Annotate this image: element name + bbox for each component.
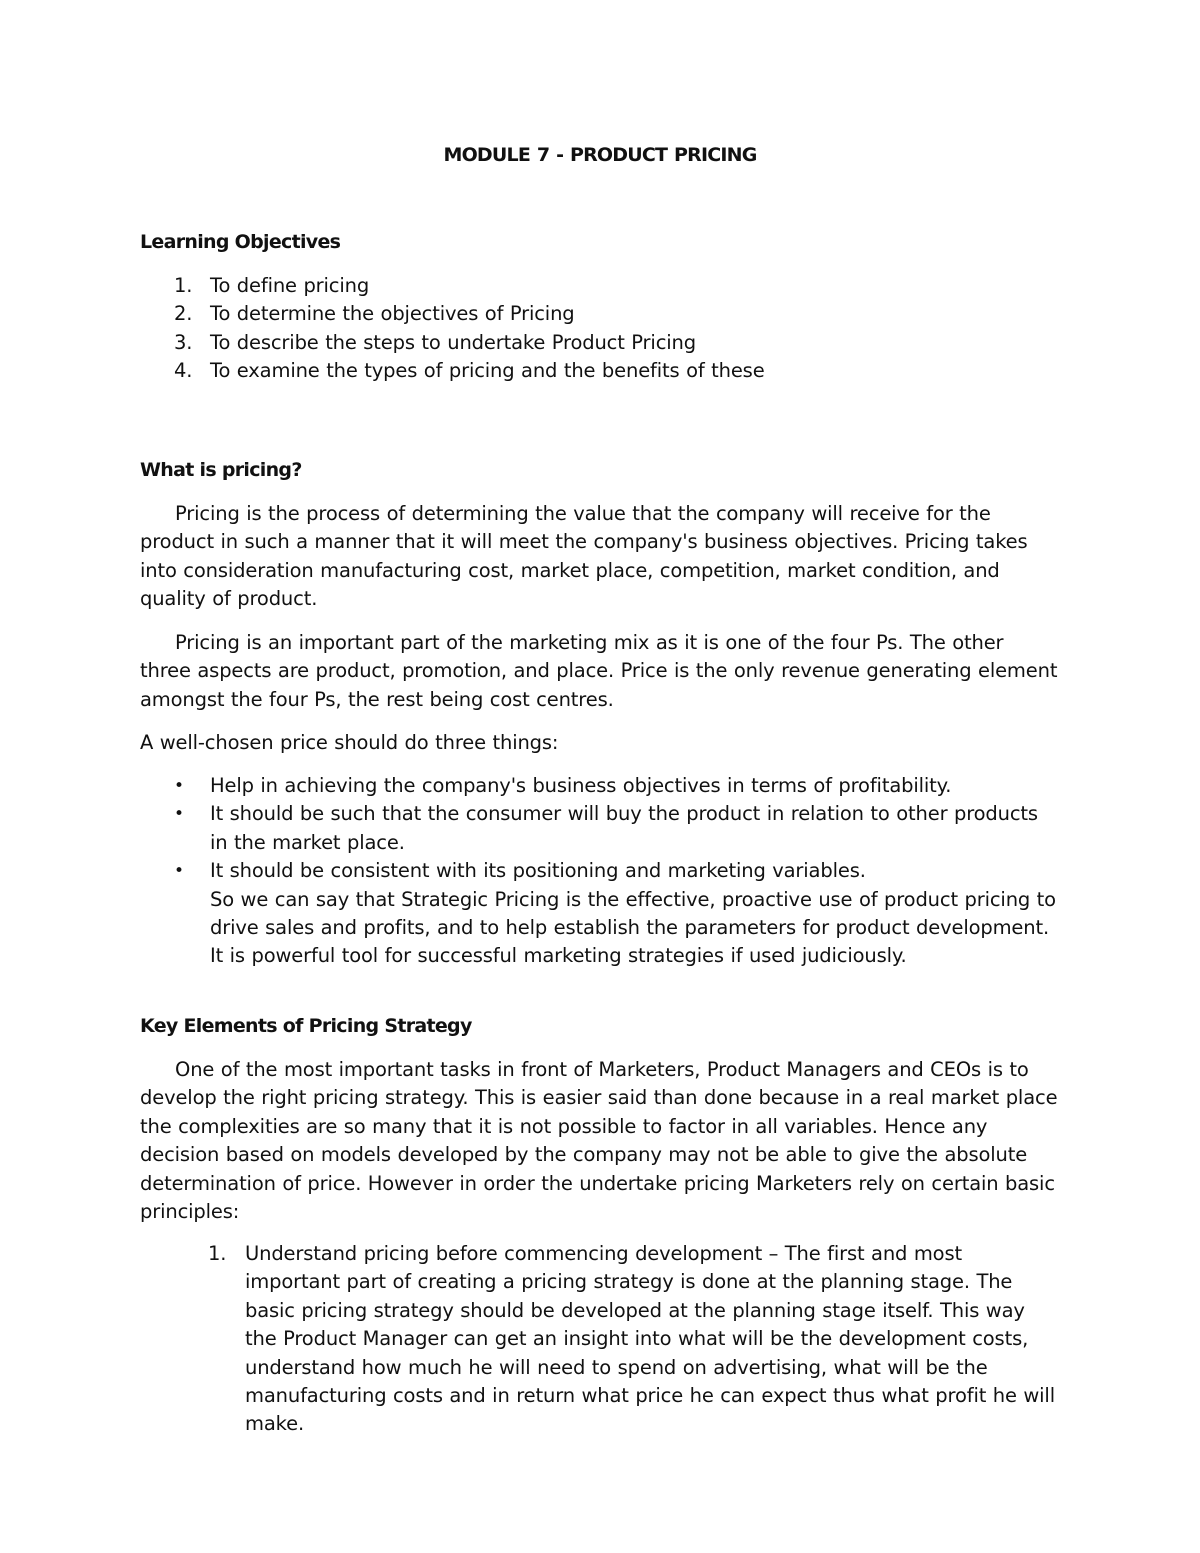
list-item xyxy=(140,357,1060,385)
list-item xyxy=(140,329,1060,357)
principles-list xyxy=(140,1240,1060,1439)
bullet-icon: • xyxy=(174,804,184,825)
list-item-text: To examine the types of pricing and the benefits of these xyxy=(210,359,765,383)
list-item-text: To define pricing xyxy=(210,274,370,297)
bullet-icon: • xyxy=(174,861,184,882)
key-elements-heading: Key Elements of Pricing Strategy xyxy=(140,1015,472,1037)
bullet-icon: • xyxy=(174,776,184,796)
learning-objectives-heading: Learning Objectives xyxy=(140,231,341,253)
page-title: MODULE 7 - PRODUCT PRICING xyxy=(443,144,757,166)
list-number: 4. xyxy=(174,359,193,383)
learning-objectives-list xyxy=(140,272,1060,386)
pricing-paragraph-1: Pricing is the process of determining the value that the company will receive for the product in such a manner that it will meet the company's business objectives. Pricing takes into consideration manufacturing cost, market place, competition, market condition, and quality of product. xyxy=(140,502,1028,611)
list-item xyxy=(140,272,1060,300)
bullet-followup-text: So we can say that Strategic Pricing is the effective, proactive use of product pricing to drive sales and profits, and to help establish the parameters for product development. It is powerful tool for successful marketing strategies if used judiciously. xyxy=(210,887,1056,968)
pricing-bullet-list xyxy=(140,772,1060,971)
list-item-text: It should be consistent with its positioning and marketing variables. xyxy=(210,859,866,883)
list-item xyxy=(140,800,1060,857)
list-number: 1. xyxy=(208,1242,227,1265)
list-item xyxy=(140,772,1060,800)
list-item-text: To determine the objectives of Pricing xyxy=(210,302,575,326)
pricing-intro: A well-chosen price should do three things: xyxy=(140,731,559,754)
list-number: 1. xyxy=(174,274,193,297)
what-is-pricing-heading: What is pricing? xyxy=(140,459,302,481)
key-elements-paragraph: One of the most important tasks in front of Marketers, Product Managers and CEOs is to develop the right pricing strategy. This is easier said than done because in a real market place the complexities are so many that it is not possible to factor in all variables. Hence any decision based on models developed by the company may not be able to give the absolute determination of price. However in order the undertake pricing Marketers rely on certain basic principles: xyxy=(140,1058,1058,1224)
list-number: 3. xyxy=(174,330,193,354)
list-item-text: To describe the steps to undertake Product Pricing xyxy=(210,330,696,354)
list-item xyxy=(140,300,1060,328)
list-item-text: Help in achieving the company's business objectives in terms of profitability. xyxy=(210,774,952,797)
list-item xyxy=(140,1240,1060,1439)
pricing-paragraph-2: Pricing is an important part of the marketing mix as it is one of the four Ps. The other three aspects are product, promotion, and place. Price is the only revenue generating element amongst the four Ps, the rest being cost centres. xyxy=(140,631,1058,711)
list-number: 2. xyxy=(174,302,193,326)
list-item-text: Understand pricing before commencing development – The first and most important part of creating a pricing strategy is done at the planning stage. The basic pricing strategy should be developed at the planning stage itself. This way the Product Manager can get an insight into what will be the development costs, understand how much he will need to spend on advertising, what will be the manufacturing costs and in return what price he can expect thus what profit he will make. xyxy=(245,1242,1055,1436)
list-item-text: It should be such that the consumer will buy the product in relation to other products in the market place. xyxy=(210,802,1038,854)
list-item xyxy=(140,857,1060,971)
